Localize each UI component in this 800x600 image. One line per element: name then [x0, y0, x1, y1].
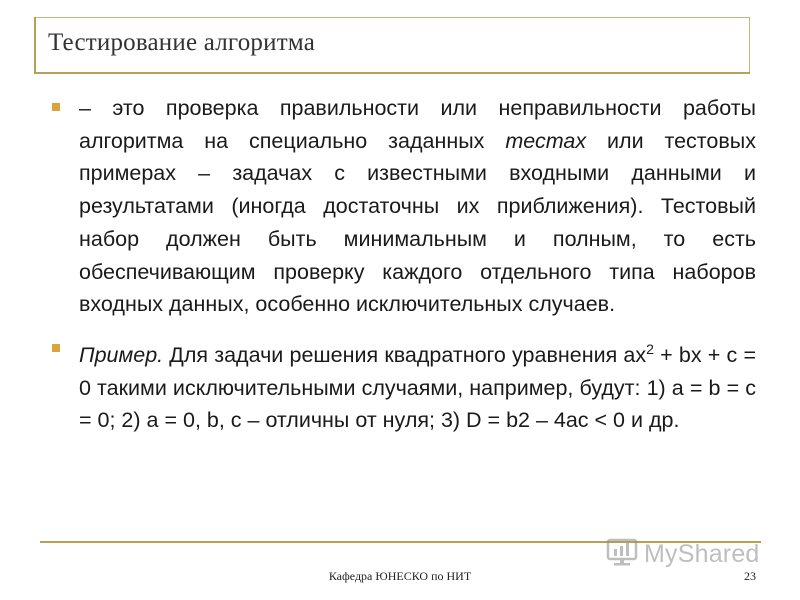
- frame-top-line: [34, 17, 750, 18]
- square-bullet-icon: [52, 344, 60, 352]
- bullet-item-definition: [46, 92, 756, 321]
- watermark-text: MyShared: [644, 539, 760, 568]
- definition-text-part1: – это проверка правильности или неправильности работы алгоритма на специально заданных: [79, 96, 756, 153]
- bullet-text: [79, 333, 756, 437]
- bullet-text: [79, 92, 756, 321]
- slide-content: [46, 92, 756, 449]
- frame-right-line: [749, 17, 750, 73]
- example-text-part1: Для задачи решения квадратного уравнения ах: [163, 343, 647, 368]
- title-underline: [34, 72, 750, 74]
- myshared-logo-icon: [606, 537, 638, 572]
- page-number: 23: [744, 569, 756, 583]
- example-text-part2: + bx + c = 0 такими исключительными случаями, например, будут: 1) a = b = c = 0; 2) a = 0, b, c – отличны от нуля; 3) D = b2 – 4ac < 0 и др.: [79, 343, 756, 433]
- definition-text-part2: или тестовых примерах – задачах с известными входными данными и результатами (иногда достаточны их приближения). Тестовый набор должен быть минимальным и полным, то есть обеспечивающим проверку каждого отдельного типа наборов входных данных, особенно исключительных случаев.: [79, 128, 756, 317]
- watermark: [606, 536, 760, 572]
- superscript-2: 2: [646, 340, 654, 357]
- example-lead: Пример.: [79, 343, 164, 368]
- slide-title: Тестирование алгоритма: [48, 29, 315, 56]
- bullet-item-example: [46, 333, 756, 437]
- square-bullet-icon: [52, 103, 60, 111]
- footer-department: Кафедра ЮНЕСКО по НИТ: [328, 569, 472, 583]
- emphasis-tests: тестах: [505, 128, 587, 153]
- frame-left-line: [34, 17, 36, 73]
